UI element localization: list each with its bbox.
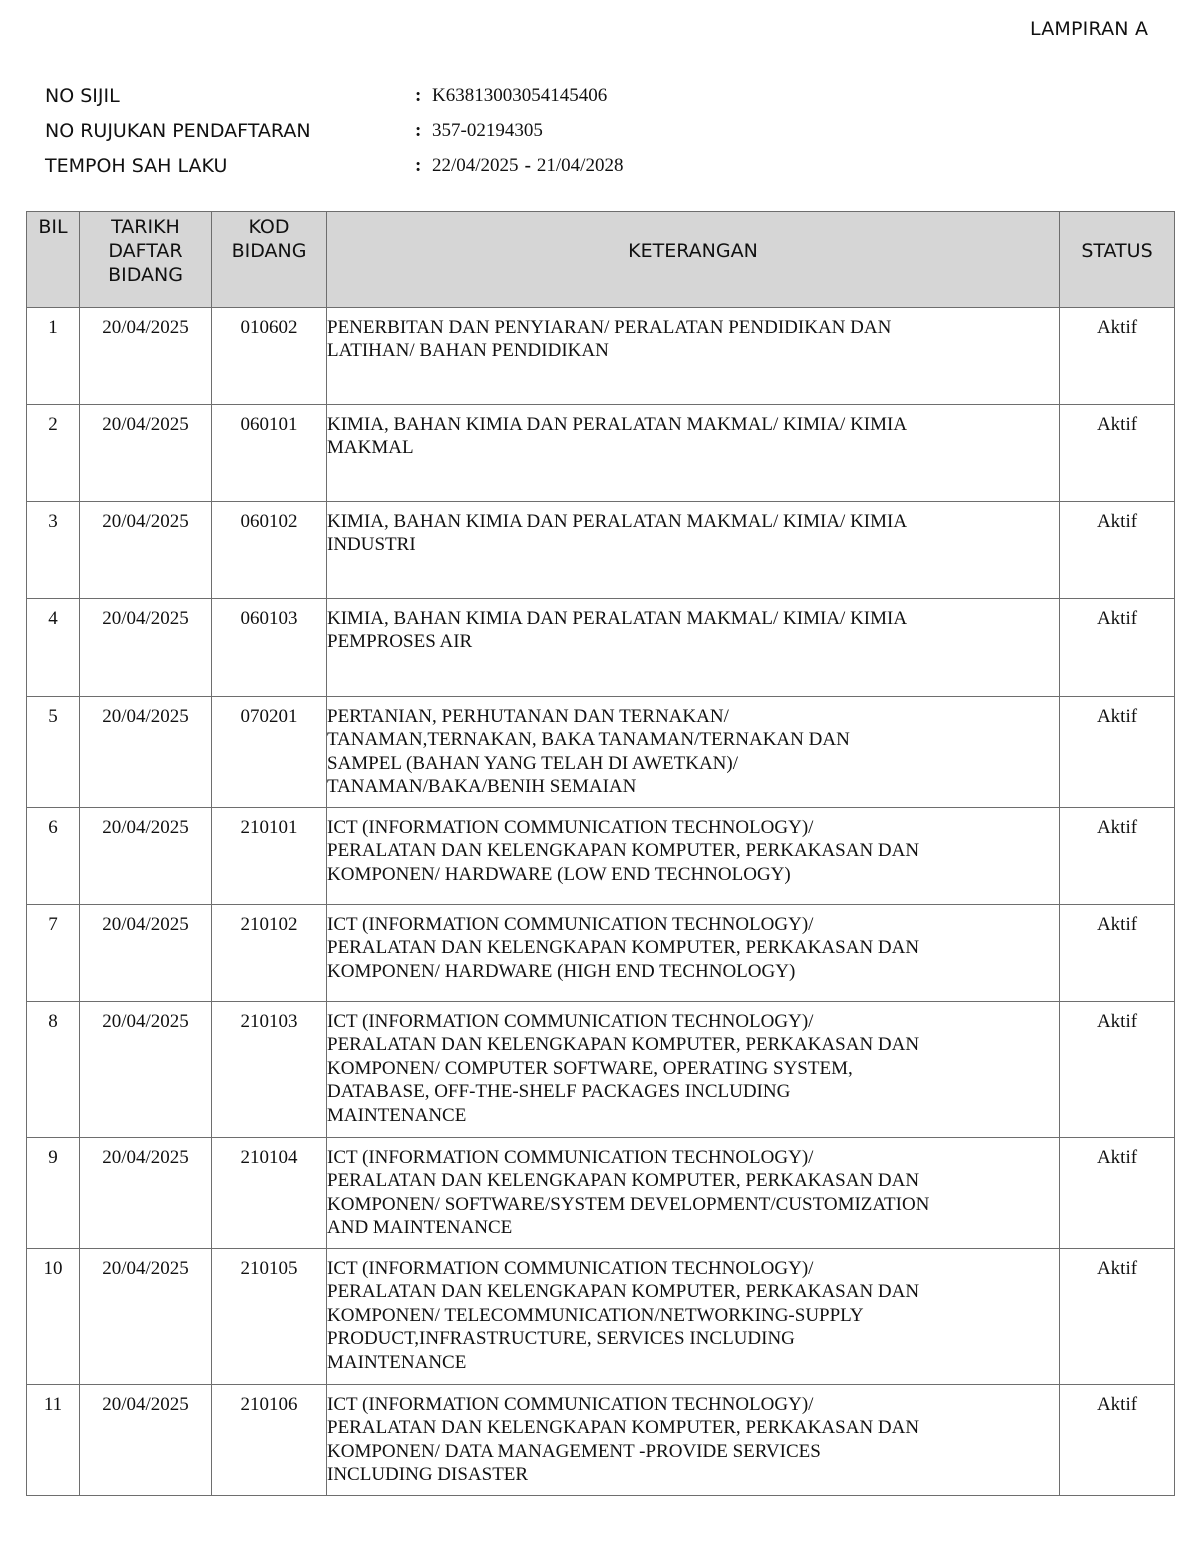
cell-keterangan [327, 405, 1060, 502]
table-row [27, 1002, 1175, 1138]
meta-row-tempoh [45, 148, 623, 183]
keterangan-line: PERALATAN DAN KELENGKAPAN KOMPUTER, PERKAKASAN DAN [327, 937, 920, 959]
cell-tarikh: 20/04/2025 [80, 697, 212, 808]
keterangan-line: ICT (INFORMATION COMMUNICATION TECHNOLOGY)/ [327, 817, 814, 838]
keterangan-line: AND MAINTENANCE [327, 1217, 513, 1239]
keterangan-line: PERALATAN DAN KELENGKAPAN KOMPUTER, PERKAKASAN DAN [327, 1281, 920, 1303]
table-row [27, 308, 1175, 405]
cell-keterangan [327, 1385, 1060, 1496]
tempoh-separator: - [524, 154, 531, 176]
meta-label: NO RUJUKAN PENDAFTARAN [45, 119, 311, 142]
cell-status: Aktif [1060, 1249, 1175, 1385]
cell-tarikh: 20/04/2025 [80, 1002, 212, 1138]
cell-tarikh: 20/04/2025 [80, 1249, 212, 1385]
cell-status: Aktif [1060, 599, 1175, 697]
keterangan-line: TANAMAN,TERNAKAN, BAKA TANAMAN/TERNAKAN DAN [327, 729, 850, 751]
cell-keterangan [327, 599, 1060, 697]
keterangan-line: PERALATAN DAN KELENGKAPAN KOMPUTER, PERKAKASAN DAN [327, 1417, 920, 1439]
table-row [27, 405, 1175, 502]
table-header-row [27, 212, 1175, 308]
cell-bil: 5 [27, 697, 80, 808]
table-row [27, 502, 1175, 599]
keterangan-line: KOMPONEN/ TELECOMMUNICATION/NETWORKING-SUPPLY [327, 1304, 864, 1326]
header-tarikh-line: DAFTAR [108, 240, 183, 262]
keterangan-line: PERALATAN DAN KELENGKAPAN KOMPUTER, PERKAKASAN DAN [327, 1034, 920, 1056]
bidang-table [26, 211, 1175, 1496]
header-tarikh-line: BIDANG [108, 264, 183, 286]
cell-status: Aktif [1060, 808, 1175, 905]
cell-tarikh: 20/04/2025 [80, 308, 212, 405]
keterangan-line: KIMIA, BAHAN KIMIA DAN PERALATAN MAKMAL/ KIMIA/ KIMIA [327, 414, 908, 435]
certificate-meta [45, 78, 623, 183]
cell-keterangan [327, 697, 1060, 808]
meta-row-no-rujukan [45, 113, 623, 148]
keterangan-line: TANAMAN/BAKA/BENIH SEMAIAN [327, 776, 637, 798]
keterangan-line: PENERBITAN DAN PENYIARAN/ PERALATAN PENDIDIKAN DAN [327, 317, 892, 338]
header-bil [27, 212, 80, 308]
cell-kod: 060102 [212, 502, 327, 599]
keterangan-line: KOMPONEN/ SOFTWARE/SYSTEM DEVELOPMENT/CUSTOMIZATION [327, 1193, 930, 1215]
keterangan-line: ICT (INFORMATION COMMUNICATION TECHNOLOGY)/ [327, 1258, 814, 1279]
header-tarikh [80, 212, 212, 308]
cell-kod: 210104 [212, 1138, 327, 1249]
table-row [27, 1385, 1175, 1496]
header-bil-text: BIL [38, 216, 68, 238]
keterangan-line: PERTANIAN, PERHUTANAN DAN TERNAKAN/ [327, 706, 729, 727]
header-keterangan-text: KETERANGAN [628, 240, 758, 262]
cell-kod: 060103 [212, 599, 327, 697]
meta-value-no-rujukan: 357-02194305 [432, 119, 543, 141]
header-tarikh-line: TARIKH [111, 216, 180, 238]
cell-kod: 210102 [212, 905, 327, 1002]
cell-status: Aktif [1060, 502, 1175, 599]
table-row [27, 599, 1175, 697]
keterangan-line: LATIHAN/ BAHAN PENDIDIKAN [327, 340, 609, 362]
keterangan-line: PEMPROSES AIR [327, 631, 473, 653]
keterangan-line: KIMIA, BAHAN KIMIA DAN PERALATAN MAKMAL/ KIMIA/ KIMIA [327, 511, 908, 532]
keterangan-line: ICT (INFORMATION COMMUNICATION TECHNOLOGY)/ [327, 914, 814, 935]
meta-colon: : [415, 84, 422, 106]
cell-keterangan [327, 808, 1060, 905]
keterangan-line: PRODUCT,INFRASTRUCTURE, SERVICES INCLUDING [327, 1328, 795, 1350]
cell-bil: 8 [27, 1002, 80, 1138]
cell-tarikh: 20/04/2025 [80, 1138, 212, 1249]
keterangan-line: ICT (INFORMATION COMMUNICATION TECHNOLOGY)/ [327, 1011, 814, 1032]
cell-status: Aktif [1060, 905, 1175, 1002]
cell-tarikh: 20/04/2025 [80, 599, 212, 697]
keterangan-line: KOMPONEN/ DATA MANAGEMENT -PROVIDE SERVICES [327, 1440, 821, 1462]
meta-label: TEMPOH SAH LAKU [45, 154, 228, 177]
cell-keterangan [327, 905, 1060, 1002]
table-row [27, 1249, 1175, 1385]
cell-kod: 210105 [212, 1249, 327, 1385]
header-kod-line: KOD [248, 216, 290, 238]
keterangan-line: KOMPONEN/ HARDWARE (HIGH END TECHNOLOGY) [327, 960, 796, 982]
meta-value-tempoh [432, 155, 623, 177]
header-kod-line: BIDANG [231, 240, 307, 262]
cell-bil: 10 [27, 1249, 80, 1385]
tempoh-end: 21/04/2028 [536, 154, 624, 176]
keterangan-line: ICT (INFORMATION COMMUNICATION TECHNOLOGY)/ [327, 1147, 814, 1168]
table-body [27, 308, 1175, 1496]
cell-status: Aktif [1060, 697, 1175, 808]
table-row [27, 1138, 1175, 1249]
keterangan-line: KIMIA, BAHAN KIMIA DAN PERALATAN MAKMAL/ KIMIA/ KIMIA [327, 608, 908, 629]
header-kod [212, 212, 327, 308]
cell-bil: 3 [27, 502, 80, 599]
cell-keterangan [327, 1002, 1060, 1138]
cell-bil: 2 [27, 405, 80, 502]
keterangan-line: PERALATAN DAN KELENGKAPAN KOMPUTER, PERKAKASAN DAN [327, 1170, 920, 1192]
cell-keterangan [327, 502, 1060, 599]
meta-value-no-sijil: K63813003054145406 [432, 84, 608, 106]
header-keterangan [327, 212, 1060, 308]
meta-colon: : [415, 154, 422, 176]
cell-kod: 070201 [212, 697, 327, 808]
cell-tarikh: 20/04/2025 [80, 905, 212, 1002]
keterangan-line: PERALATAN DAN KELENGKAPAN KOMPUTER, PERKAKASAN DAN [327, 840, 920, 862]
cell-status: Aktif [1060, 1002, 1175, 1138]
meta-label: NO SIJIL [45, 84, 120, 107]
keterangan-line: MAINTENANCE [327, 1351, 467, 1373]
lampiran-label: LAMPIRAN A [1030, 18, 1149, 40]
table-row [27, 697, 1175, 808]
cell-bil: 9 [27, 1138, 80, 1249]
cell-bil: 6 [27, 808, 80, 905]
cell-status: Aktif [1060, 405, 1175, 502]
cell-keterangan [327, 308, 1060, 405]
meta-colon: : [415, 119, 422, 141]
header-status-text: STATUS [1081, 240, 1153, 262]
cell-kod: 210106 [212, 1385, 327, 1496]
cell-tarikh: 20/04/2025 [80, 502, 212, 599]
keterangan-line: INCLUDING DISASTER [327, 1464, 529, 1486]
keterangan-line: SAMPEL (BAHAN YANG TELAH DI AWETKAN)/ [327, 752, 738, 774]
cell-status: Aktif [1060, 1385, 1175, 1496]
cell-status: Aktif [1060, 1138, 1175, 1249]
table-row [27, 808, 1175, 905]
keterangan-line: INDUSTRI [327, 534, 416, 556]
cell-bil: 11 [27, 1385, 80, 1496]
keterangan-line: ICT (INFORMATION COMMUNICATION TECHNOLOGY)/ [327, 1394, 814, 1415]
cell-bil: 4 [27, 599, 80, 697]
keterangan-line: KOMPONEN/ COMPUTER SOFTWARE, OPERATING SYSTEM, [327, 1057, 853, 1079]
keterangan-line: DATABASE, OFF-THE-SHELF PACKAGES INCLUDING [327, 1081, 791, 1103]
table-row [27, 905, 1175, 1002]
cell-kod: 210103 [212, 1002, 327, 1138]
cell-tarikh: 20/04/2025 [80, 1385, 212, 1496]
keterangan-line: MAINTENANCE [327, 1104, 467, 1126]
keterangan-line: MAKMAL [327, 437, 414, 459]
cell-kod: 060101 [212, 405, 327, 502]
cell-tarikh: 20/04/2025 [80, 405, 212, 502]
cell-tarikh: 20/04/2025 [80, 808, 212, 905]
cell-kod: 210101 [212, 808, 327, 905]
cell-keterangan [327, 1249, 1060, 1385]
tempoh-start: 22/04/2025 [432, 154, 519, 176]
cell-kod: 010602 [212, 308, 327, 405]
keterangan-line: KOMPONEN/ HARDWARE (LOW END TECHNOLOGY) [327, 863, 791, 885]
header-status [1060, 212, 1175, 308]
meta-row-no-sijil [45, 78, 623, 113]
cell-status: Aktif [1060, 308, 1175, 405]
cell-bil: 7 [27, 905, 80, 1002]
cell-bil: 1 [27, 308, 80, 405]
cell-keterangan [327, 1138, 1060, 1249]
